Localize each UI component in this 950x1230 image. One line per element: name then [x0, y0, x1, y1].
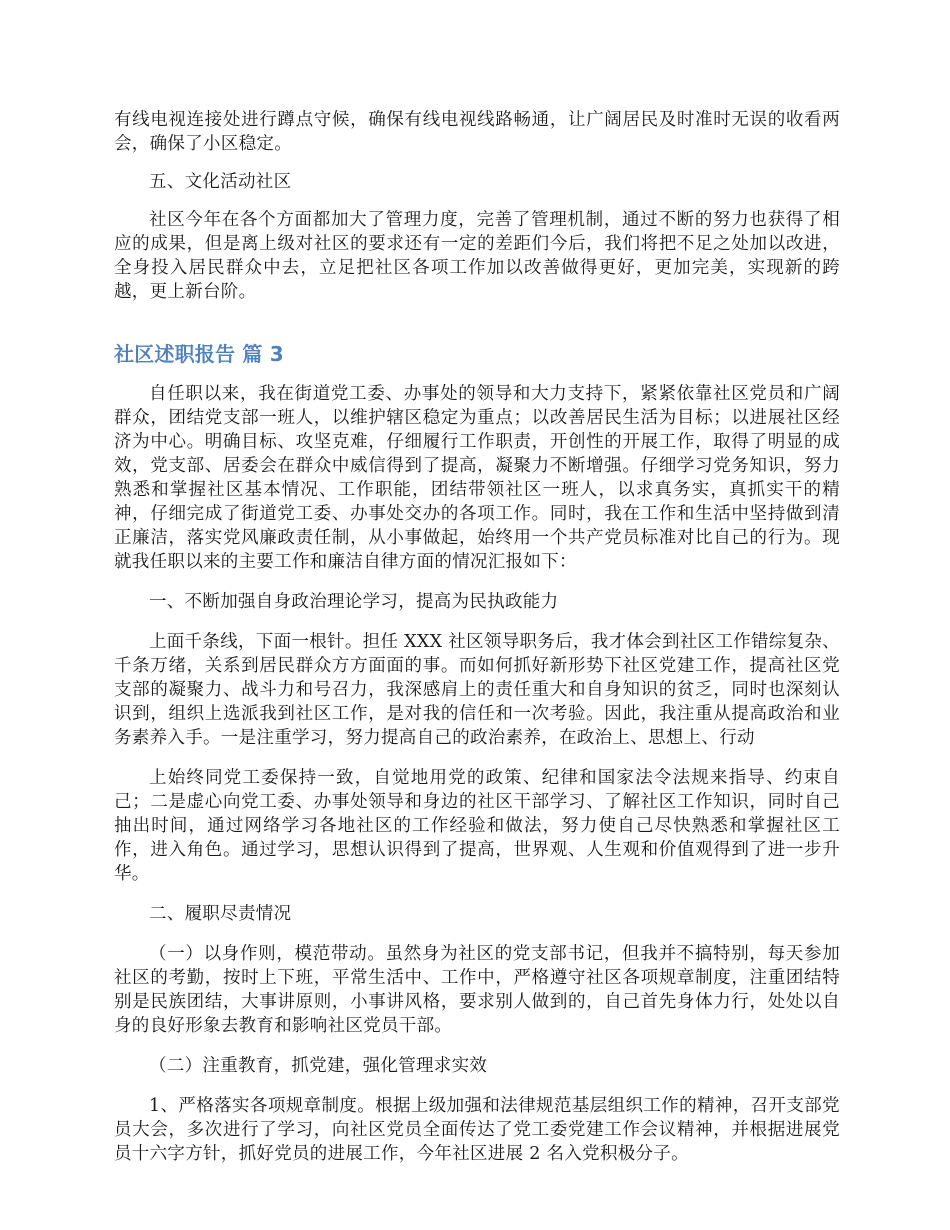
- section-heading-duties: 二、履职尽责情况: [149, 904, 292, 924]
- paragraph-community-summary: 社区今年在各个方面都加大了管理力度，完善了管理机制，通过不断的努力也获得了相应的成果，但是离上级对社区的要求还有一定的差距们今后，我们将把不足之处加以改进，全身投入居民群众中去，立足把社区各项工作加以改善做得更好，更加完美，实现新的跨越，更上新台阶。: [114, 210, 840, 302]
- paragraph-political-study: 上面千条线，下面一根针。担任 XXX 社区领导职务后，我才体会到社区工作错综复杂、千条万绪，关系到居民群众方方面面的事。而如何抓好新形势下社区党建工作，提高社区党支部的凝聚力、战斗力和号召力，我深感肩上的责任重大和自身知识的贫乏，同时也深刻认识到，组织上选派我到社区工作，是对我的信任和一次考验。因此，我注重从提高政治和业务素养入手。一是注重学习，努力提高自己的政治素养，在政治上、思想上、行动: [114, 632, 840, 748]
- paragraph-cable-tv: 有线电视连接处进行蹲点守候，确保有线电视线路畅通，让广阔居民及时准时无误的收看两会，确保了小区稳定。: [114, 110, 840, 154]
- report-heading: 社区述职报告 篇 3: [114, 342, 284, 366]
- paragraph-political-study-continued: 上始终同党工委保持一致，自觉地用党的政策、纪律和国家法令法规来指导、约束自己；二是虚心向党工委、办事处领导和身边的社区干部学习、了解社区工作知识，同时自己抽出时间，通过网络学习各地社区的工作经验和做法，努力使自己尽快熟悉和掌握社区工作，进入角色。通过学习，思想认识得到了提高，世界观、人生观和价值观得到了进一步升华。: [114, 768, 840, 884]
- document-page: [114, 108, 840, 1166]
- subsection-heading-party-building: （二）注重教育，抓党建，强化管理求实效: [149, 1056, 488, 1076]
- paragraph-lead-by-example: （一）以身作则，模范带动。虽然身为社区的党支部书记，但我并不搞特别，每天参加社区的考勤，按时上下班，平常生活中、工作中，严格遵守社区各项规章制度，注重团结特别是民族团结，大事讲原则，小事讲风格，要求别人做到的，自己首先身体力行，处处以自身的良好形象去教育和影响社区党员干部。: [114, 944, 840, 1036]
- section-heading-culture: 五、文化活动社区: [149, 172, 292, 192]
- paragraph-regulations: 1、严格落实各项规章制度。根据上级加强和法律规范基层组织工作的精神，召开支部党员大会，多次进行了学习，向社区党员全面传达了党工委党建工作会议精神，并根据进展党员十六字方针，抓好党员的进展工作，今年社区进展 2 名入党积极分子。: [114, 1096, 840, 1164]
- paragraph-introduction: 自任职以来，我在街道党工委、办事处的领导和大力支持下，紧紧依靠社区党员和广阔群众，团结党支部一班人，以维护辖区稳定为重点；以改善居民生活为目标；以进展社区经济为中心。明确目标、攻坚克难，仔细履行工作职责，开创性的开展工作，取得了明显的成效，党支部、居委会在群众中威信得到了提高，凝聚力不断增强。仔细学习党务知识，努力熟悉和掌握社区基本情况、工作职能，团结带领社区一班人，以求真务实，真抓实干的精神，仔细完成了街道党工委、办事处交办的各项工作。同时，我在工作和生活中坚持做到清正廉洁，落实党风廉政责任制，从小事做起，始终用一个共产党员标准对比自己的行为。现就我任职以来的主要工作和廉洁自律方面的情况汇报如下：: [114, 384, 840, 572]
- section-heading-political-study: 一、不断加强自身政治理论学习，提高为民执政能力: [149, 592, 559, 612]
